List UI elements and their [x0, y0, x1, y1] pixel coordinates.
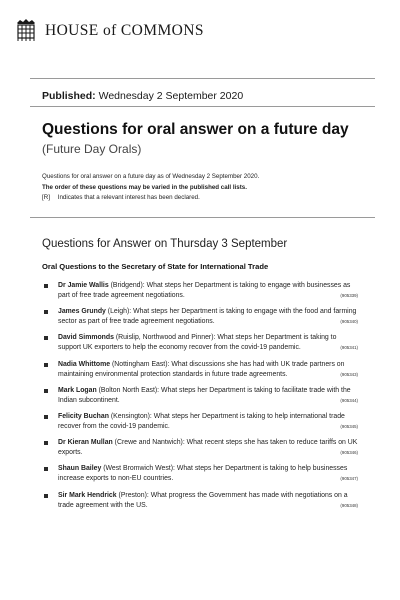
member-name: James Grundy [58, 308, 106, 316]
constituency: (Crewe and Nantwich): [112, 439, 185, 447]
bullet-icon [44, 284, 48, 288]
member-name: Shaun Bailey [58, 465, 102, 473]
bullet-icon [44, 467, 48, 471]
org-name: HOUSE of COMMONS [45, 22, 204, 39]
question-ref: (905348) [340, 502, 358, 508]
constituency: (Nottingham East): [110, 360, 170, 368]
section-subheading: Oral Questions to the Secretary of State for International Trade [42, 262, 269, 271]
question-item [42, 307, 358, 327]
intro-notes [42, 172, 259, 204]
bullet-icon [44, 441, 48, 445]
interest-flag: [R] [42, 194, 50, 201]
constituency: (Bolton North East): [96, 386, 160, 394]
published-date: Wednesday 2 September 2020 [98, 90, 244, 102]
intro-line: Questions for oral answer on a future day as of Wednesday 2 September 2020. [42, 173, 260, 180]
bullet-icon [44, 363, 48, 367]
question-text: What recent steps she has taken to reduce tariffs on UK exports. [58, 439, 358, 457]
question-ref: (905344) [340, 397, 358, 403]
question-item [42, 281, 358, 301]
bullet-icon [44, 336, 48, 340]
question-item [42, 491, 358, 511]
constituency: (Bridgend): [108, 282, 145, 289]
question-text: What steps her Department is taking to facilitate trade with the Indian subcontinent. [58, 386, 351, 404]
divider [30, 217, 375, 218]
portcullis-icon [16, 18, 36, 44]
bullet-icon [44, 415, 48, 419]
bullet-icon [44, 494, 48, 498]
constituency: (Kensington): [108, 412, 152, 420]
intro-order-note: The order of these questions may be varied in the published call lists. [42, 183, 247, 191]
question-ref: (905346) [340, 450, 358, 456]
question-text: What steps her Department is taking to engage with businesses as part of free trade agreement negotiations. [58, 282, 351, 300]
bullet-icon [44, 389, 48, 393]
question-ref: (905341) [340, 345, 358, 351]
question-item [42, 333, 358, 353]
published-line [42, 90, 243, 102]
member-name: Nadia Whittome [58, 360, 111, 368]
member-name: Dr Kieran Mullan [58, 439, 113, 447]
constituency: (Ruislip, Northwood and Pinner): [113, 334, 216, 342]
page-header [16, 18, 204, 44]
published-label: Published: [42, 90, 96, 102]
question-text: What steps her Department is taking to engage with the food and farming sector as part of free trade agreement negotiations. [58, 308, 357, 326]
section-heading: Questions for Answer on Thursday 3 September [42, 238, 288, 250]
member-name: Sir Mark Hendrick [58, 491, 117, 499]
member-name: David Simmonds [58, 334, 114, 342]
question-item [42, 386, 358, 406]
member-name: Felicity Buchan [58, 412, 109, 420]
question-item [42, 412, 358, 432]
question-ref: (905347) [340, 476, 358, 482]
interest-note [42, 193, 259, 204]
question-item [42, 360, 358, 380]
constituency: (Leigh): [105, 308, 132, 316]
member-name: Dr Jamie Wallis [58, 282, 109, 289]
document-title: Questions for oral answer on a future day [42, 121, 349, 138]
constituency: (West Bromwich West): [101, 465, 175, 473]
document-subtitle: (Future Day Orals) [42, 142, 142, 156]
question-ref: (905340) [340, 319, 358, 325]
question-item [42, 464, 358, 484]
question-ref: (905343) [340, 371, 358, 377]
member-name: Mark Logan [58, 386, 97, 394]
question-ref: (905339) [340, 293, 358, 299]
interest-text: Indicates that a relevant interest has been declared. [57, 194, 200, 201]
divider [30, 78, 375, 79]
question-text: What steps her Department is taking to help businesses increase exports to non-EU countries. [58, 465, 348, 483]
question-item [42, 438, 358, 458]
question-ref: (905345) [340, 424, 358, 430]
question-text: What discussions she has had with UK trade partners on maintaining environmental protection standards in future trade agreements. [58, 360, 345, 378]
question-text: What steps her Department is taking to support UK exporters to help the economy recover from the covid-19 pandemic. [58, 334, 337, 352]
question-text: What steps her Department is taking to help international trade recover from the covid-19 pandemic. [58, 412, 345, 431]
bullet-icon [44, 310, 48, 314]
question-list [42, 281, 358, 511]
question-text: What progress the Government has made with negotiations on a trade agreement with the US. [58, 491, 348, 509]
divider [30, 106, 375, 107]
constituency: (Preston): [116, 491, 149, 499]
